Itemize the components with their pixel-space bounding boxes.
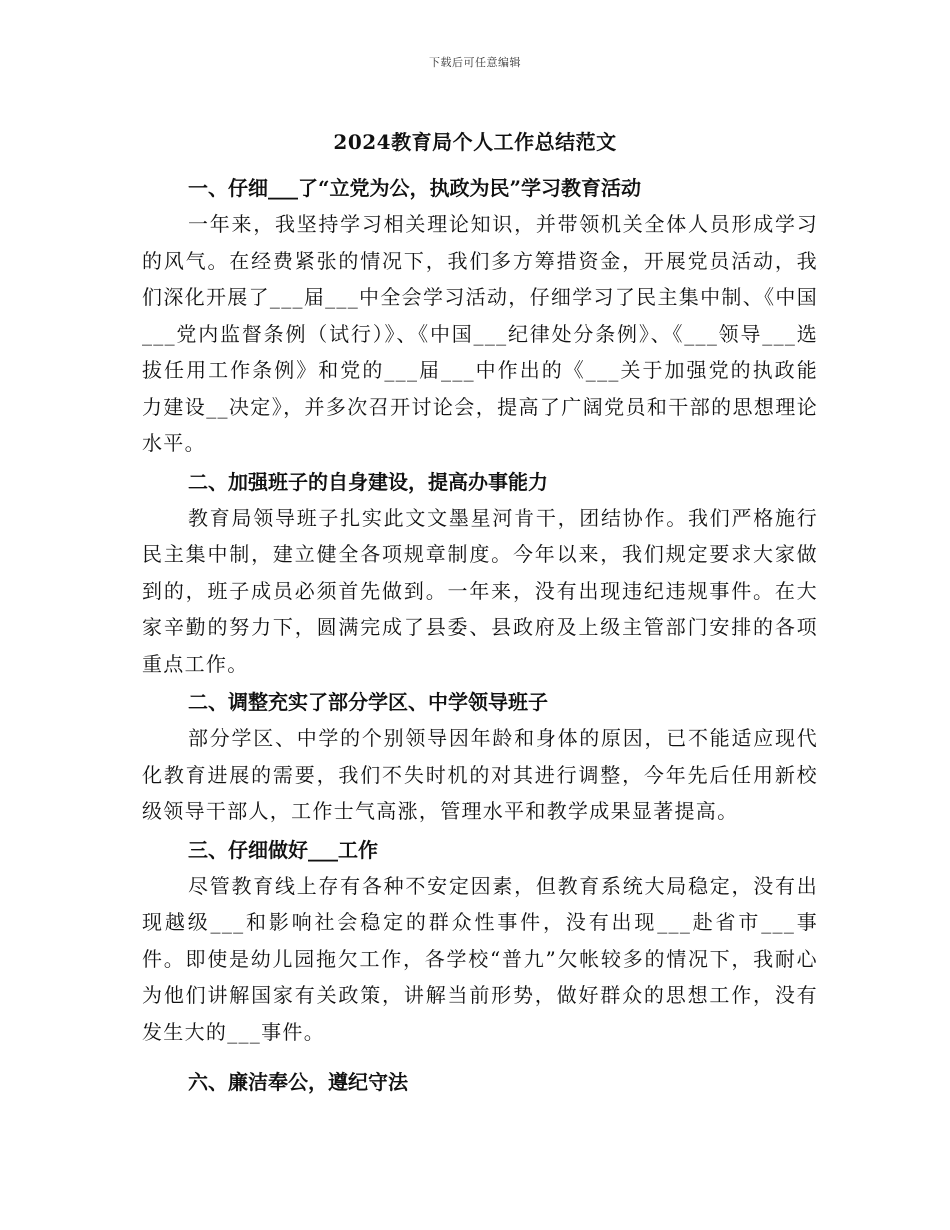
section-heading: 六、廉洁奉公，遵纪守法 bbox=[188, 1070, 408, 1094]
section-paragraph: 教育局领导班子扎实此文文墨星河肯干，团结协作。我们严格施行民主集中制，建立健全各项规章制度。今年以来，我们规定要求大家做到的，班子成员必须首先做到。一年来，没有出现违纪违规事件。在大家辛勤的努力下，圆满完成了县委、县政府及上级主管部门安排的各项重点工作。 bbox=[142, 505, 818, 676]
section-heading: 三、仔细做好___工作 bbox=[188, 837, 378, 862]
document-body bbox=[142, 170, 818, 1100]
section-heading: 一、仔细___了“立党为公，执政为民”学习教育活动 bbox=[188, 176, 642, 200]
section-paragraph: 尽管教育线上存有各种不安定因素，但教育系统大局稳定，没有出现越级___和影响社会稳定的群众性事件，没有出现___赴省市___事件。即使是幼儿园拖欠工作，各学校“普九”欠帐较多的情况下，我耐心为他们讲解国家有关政策，讲解当前形势，做好群众的思想工作，没有发生大的___事件。 bbox=[142, 873, 818, 1044]
section-5 bbox=[142, 1064, 818, 1100]
section-heading: 二、加强班子的自身建设，提高办事能力 bbox=[188, 469, 548, 494]
section-2 bbox=[142, 464, 818, 683]
section-4 bbox=[142, 832, 818, 1051]
section-heading: 二、调整充实了部分学区、中学领导班子 bbox=[188, 690, 548, 714]
page-header-note: 下载后可任意编辑 bbox=[429, 56, 521, 69]
document-title: 2024教育局个人工作总结范文 bbox=[333, 130, 617, 154]
section-paragraph: 一年来，我坚持学习相关理论知识，并带领机关全体人员形成学习的风气。在经费紧张的情况下，我们多方筹措资金，开展党员活动，我们深化开展了___届___中全会学习活动，仔细学习了民主集中制、《中国___党内监督条例（试行）》、《中国___纪律处分条例》、《___领导___选拔任用工作条例》和党的___届___中作出的《___关于加强党的执政能力建设__决定》，并多次召开讨论会，提高了广阔党员和干部的思想理论水平。 bbox=[142, 212, 818, 455]
section-1 bbox=[142, 170, 818, 462]
section-paragraph: 部分学区、中学的个别领导因年龄和身体的原因，已不能适应现代化教育进展的需要，我们不失时机的对其进行调整，今年先后任用新校级领导干部人，工作士气高涨，管理水平和教学成果显著提高。 bbox=[142, 726, 818, 823]
section-3 bbox=[142, 684, 818, 830]
